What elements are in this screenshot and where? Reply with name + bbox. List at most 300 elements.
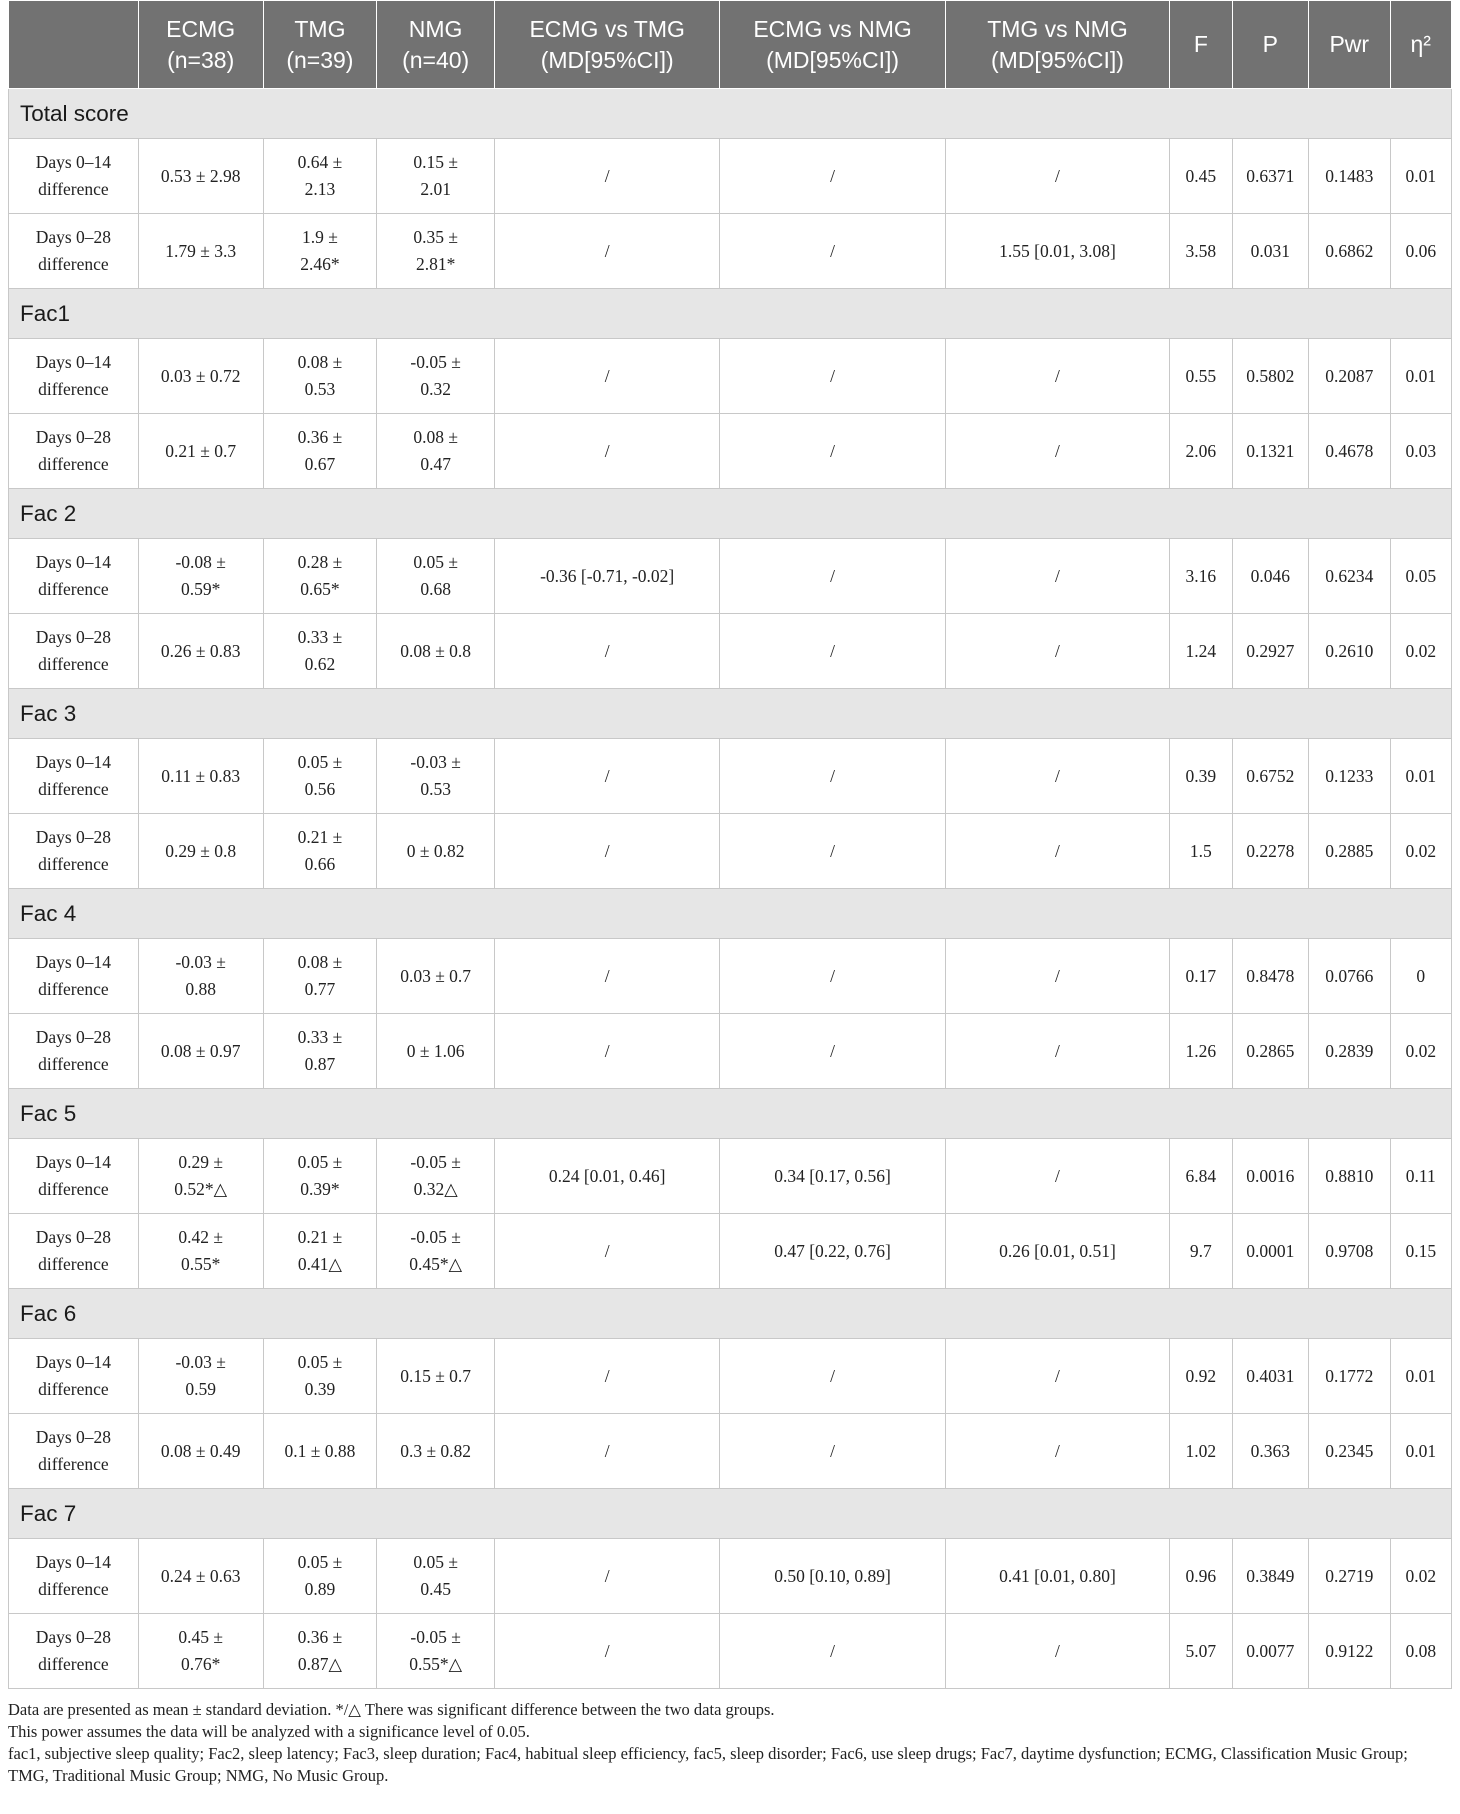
cell-tmg-vs-nmg: 0.41 [0.01, 0.80] (945, 1539, 1169, 1614)
cell-pwr: 0.9122 (1309, 1614, 1391, 1689)
cell-eta: 0.01 (1390, 139, 1452, 214)
cell-text: 0.26 ± 0.83 (160, 640, 241, 661)
cell-ecmg-vs-tmg: / (494, 1539, 719, 1614)
column-header-nmg (377, 1, 495, 89)
row-label (9, 814, 139, 889)
cell-ecmg (138, 1414, 263, 1489)
cell-pwr: 0.6862 (1309, 214, 1391, 289)
cell-ecmg-vs-tmg: / (494, 1339, 719, 1414)
cell-text: difference (38, 454, 109, 474)
column-header-eta-squared (1390, 1, 1452, 89)
cell-text: 0.55*△ (409, 1654, 463, 1674)
cell-text: 0.29 ± 0.8 (165, 840, 237, 861)
cell-tmg-vs-nmg: 1.55 [0.01, 3.08] (945, 214, 1169, 289)
footnote: Data are presented as mean ± standard deviation. */△ There was significant difference between the two data groups. (8, 1700, 775, 1719)
cell-text: (n=40) (402, 46, 470, 73)
cell-tmg-vs-nmg: / (945, 139, 1169, 214)
cell-p: 0.6752 (1232, 739, 1308, 814)
cell-nmg (377, 739, 495, 814)
section-row (9, 89, 1452, 139)
cell-text: -0.05 ± (410, 352, 461, 372)
cell-tmg (263, 414, 377, 489)
cell-text: 0.45 ± (178, 1627, 223, 1647)
cell-text: Days 0–28 (35, 1427, 112, 1447)
cell-text: TMG (294, 15, 346, 42)
cell-text: ECMG (166, 15, 236, 42)
row-label (9, 1014, 139, 1089)
cell-text: 0.11 ± 0.83 (161, 765, 241, 786)
cell-ecmg-vs-tmg: / (494, 814, 719, 889)
cell-text: 0.64 ± (297, 152, 343, 172)
cell-text: -0.05 ± (410, 1152, 461, 1172)
cell-nmg (377, 1339, 495, 1414)
cell-p: 0.1321 (1232, 414, 1308, 489)
cell-nmg (377, 614, 495, 689)
cell-tmg (263, 1414, 377, 1489)
results-table-figure (8, 0, 1452, 1787)
cell-p: 0.8478 (1232, 939, 1308, 1014)
cell-ecmg (138, 339, 263, 414)
cell-text: 1.9 ± (301, 227, 338, 247)
table-row (9, 739, 1452, 814)
cell-tmg-vs-nmg: / (945, 339, 1169, 414)
cell-text: 0.45*△ (409, 1254, 463, 1274)
cell-ecmg-vs-tmg: -0.36 [-0.71, -0.02] (494, 539, 719, 614)
cell-p: 0.046 (1232, 539, 1308, 614)
cell-text: difference (38, 1654, 109, 1674)
cell-ecmg (138, 1014, 263, 1089)
row-label (9, 739, 139, 814)
cell-pwr: 0.2087 (1309, 339, 1391, 414)
cell-text: difference (38, 979, 109, 999)
cell-text: 0.3 ± 0.82 (400, 1440, 472, 1461)
cell-text: -0.03 ± (175, 1352, 226, 1372)
section-row (9, 1289, 1452, 1339)
cell-text: difference (38, 1454, 109, 1474)
cell-text: 0 ± 0.82 (406, 840, 465, 861)
cell-text: Days 0–14 (35, 552, 112, 572)
cell-text: -0.05 ± (410, 1227, 461, 1247)
cell-text: 0.15 ± (413, 152, 458, 172)
cell-tmg-vs-nmg: / (945, 1614, 1169, 1689)
cell-ecmg-vs-tmg: / (494, 1214, 719, 1289)
cell-eta: 0.02 (1390, 1014, 1452, 1089)
cell-ecmg-vs-nmg: / (720, 1339, 945, 1414)
cell-text: 0.21 ± (297, 827, 343, 847)
cell-eta: 0.05 (1390, 539, 1452, 614)
cell-ecmg (138, 939, 263, 1014)
cell-text: difference (38, 1379, 109, 1399)
cell-text: Days 0–14 (35, 1552, 112, 1572)
cell-text: difference (38, 1579, 109, 1599)
cell-text: -0.03 ± (410, 752, 461, 772)
cell-p: 0.0001 (1232, 1214, 1308, 1289)
column-header-ecmg-vs-tmg (494, 1, 719, 89)
column-header-f-stat (1170, 1, 1232, 89)
row-label (9, 1139, 139, 1214)
cell-f: 1.5 (1170, 814, 1232, 889)
cell-tmg-vs-nmg: / (945, 414, 1169, 489)
cell-ecmg-vs-nmg: / (720, 139, 945, 214)
cell-tmg (263, 139, 377, 214)
cell-text: 0.36 ± (297, 427, 343, 447)
cell-text: 0.77 (304, 979, 336, 999)
row-label (9, 1214, 139, 1289)
cell-ecmg-vs-tmg: / (494, 339, 719, 414)
cell-text: 0.33 ± (297, 1027, 343, 1047)
cell-text: 0.35 ± (413, 227, 458, 247)
cell-ecmg-vs-tmg: / (494, 139, 719, 214)
cell-text: 2.81* (415, 254, 456, 274)
cell-eta: 0.15 (1390, 1214, 1452, 1289)
cell-pwr: 0.1772 (1309, 1339, 1391, 1414)
cell-tmg (263, 1014, 377, 1089)
cell-pwr: 0.9708 (1309, 1214, 1391, 1289)
cell-eta: 0 (1390, 939, 1452, 1014)
cell-ecmg (138, 214, 263, 289)
cell-text: 0.47 (420, 454, 451, 474)
cell-tmg (263, 939, 377, 1014)
cell-text: 0 ± 1.06 (406, 1040, 465, 1061)
cell-p: 0.2865 (1232, 1014, 1308, 1089)
cell-ecmg-vs-nmg: / (720, 539, 945, 614)
cell-text: 2.46* (300, 254, 340, 274)
cell-f: 0.92 (1170, 1339, 1232, 1414)
cell-tmg (263, 1214, 377, 1289)
cell-ecmg (138, 1339, 263, 1414)
cell-text: 0.03 ± 0.72 (160, 365, 241, 386)
cell-eta: 0.02 (1390, 814, 1452, 889)
cell-nmg (377, 539, 495, 614)
section-title: Fac 2 (9, 489, 1452, 539)
cell-text: 0.03 ± 0.7 (400, 965, 472, 986)
cell-text: 0.1 ± 0.88 (284, 1440, 356, 1461)
cell-tmg-vs-nmg: / (945, 1414, 1169, 1489)
cell-text: 0.05 ± (413, 1552, 458, 1572)
cell-f: 1.02 (1170, 1414, 1232, 1489)
column-header-row-label (9, 1, 139, 89)
cell-text: 0.62 (304, 654, 336, 674)
table-footnotes (8, 1699, 1452, 1787)
cell-pwr: 0.1233 (1309, 739, 1391, 814)
cell-ecmg (138, 1214, 263, 1289)
section-title: Fac 7 (9, 1489, 1452, 1539)
row-label (9, 539, 139, 614)
cell-ecmg (138, 1614, 263, 1689)
cell-p: 0.3849 (1232, 1539, 1308, 1614)
cell-p: 0.5802 (1232, 339, 1308, 414)
cell-text: Days 0–14 (35, 952, 112, 972)
cell-text: 0.88 (185, 979, 216, 999)
cell-ecmg-vs-tmg: / (494, 739, 719, 814)
section-title: Fac 4 (9, 889, 1452, 939)
cell-text: 2.13 (304, 179, 336, 199)
section-row (9, 1489, 1452, 1539)
cell-text: 0.65* (300, 579, 340, 599)
cell-text: 0.08 ± 0.97 (160, 1040, 241, 1061)
column-header-tmg-vs-nmg (945, 1, 1169, 89)
cell-nmg (377, 1414, 495, 1489)
cell-text: 0.87 (304, 1054, 336, 1074)
cell-f: 0.45 (1170, 139, 1232, 214)
cell-text: (MD[95%CI]) (766, 46, 900, 73)
cell-f: 3.16 (1170, 539, 1232, 614)
cell-f: 1.24 (1170, 614, 1232, 689)
section-row (9, 489, 1452, 539)
cell-text: 0.53 (304, 379, 336, 399)
cell-text: 0.08 ± 0.8 (400, 640, 472, 661)
cell-text: Days 0–14 (35, 752, 112, 772)
table-row (9, 214, 1452, 289)
row-label (9, 1539, 139, 1614)
cell-eta: 0.06 (1390, 214, 1452, 289)
cell-ecmg-vs-tmg: / (494, 214, 719, 289)
cell-f: 0.96 (1170, 1539, 1232, 1614)
cell-eta: 0.02 (1390, 614, 1452, 689)
cell-ecmg-vs-nmg: / (720, 1614, 945, 1689)
cell-p: 0.031 (1232, 214, 1308, 289)
cell-text: 0.05 ± (297, 1552, 343, 1572)
cell-pwr: 0.8810 (1309, 1139, 1391, 1214)
cell-ecmg-vs-tmg: / (494, 939, 719, 1014)
cell-ecmg-vs-tmg: / (494, 1414, 719, 1489)
cell-nmg (377, 1014, 495, 1089)
cell-text: difference (38, 579, 109, 599)
cell-ecmg (138, 814, 263, 889)
table-row (9, 139, 1452, 214)
cell-tmg-vs-nmg: / (945, 1139, 1169, 1214)
cell-eta: 0.01 (1390, 339, 1452, 414)
cell-tmg (263, 814, 377, 889)
cell-ecmg-vs-nmg: 0.50 [0.10, 0.89] (720, 1539, 945, 1614)
section-title: Fac 5 (9, 1089, 1452, 1139)
cell-eta: 0.01 (1390, 1414, 1452, 1489)
cell-nmg (377, 214, 495, 289)
cell-text: 0.32△ (413, 1179, 458, 1199)
footnote: fac1, subjective sleep quality; Fac2, sleep latency; Fac3, sleep duration; Fac4, habitual sleep efficiency, fac5, sleep disorder; Fac6, use sleep drugs; Fac7, daytime dysfunction; ECMG, Classification Music Group; TMG, Traditional Music Group; NMG, No Music Group. (8, 1744, 1408, 1785)
cell-p: 0.2278 (1232, 814, 1308, 889)
row-label (9, 614, 139, 689)
cell-f: 6.84 (1170, 1139, 1232, 1214)
cell-text: Days 0–28 (35, 1027, 112, 1047)
cell-text: 0.52*△ (174, 1179, 228, 1199)
table-row (9, 814, 1452, 889)
cell-text: 0.76* (180, 1654, 221, 1674)
cell-text: difference (38, 854, 109, 874)
cell-nmg (377, 1539, 495, 1614)
cell-text: 0.59* (180, 579, 221, 599)
cell-p: 0.0016 (1232, 1139, 1308, 1214)
cell-tmg-vs-nmg: / (945, 1014, 1169, 1089)
cell-text: 0.15 ± 0.7 (400, 1365, 472, 1386)
cell-text: Days 0–14 (35, 1152, 112, 1172)
cell-text: Days 0–14 (35, 152, 112, 172)
cell-text: Days 0–28 (35, 827, 112, 847)
cell-ecmg-vs-nmg: / (720, 339, 945, 414)
column-header-p-value (1232, 1, 1308, 89)
cell-text: Days 0–14 (35, 1352, 112, 1372)
cell-tmg-vs-nmg: / (945, 739, 1169, 814)
cell-text: difference (38, 779, 109, 799)
cell-f: 1.26 (1170, 1014, 1232, 1089)
cell-text: ECMG vs TMG (529, 15, 685, 42)
table-body (9, 89, 1452, 1689)
cell-text: 0.56 (304, 779, 336, 799)
cell-f: 5.07 (1170, 1614, 1232, 1689)
row-label (9, 1414, 139, 1489)
cell-tmg (263, 539, 377, 614)
column-header-ecmg-vs-nmg (720, 1, 945, 89)
cell-ecmg-vs-tmg: / (494, 614, 719, 689)
cell-text: Days 0–28 (35, 427, 112, 447)
cell-nmg (377, 939, 495, 1014)
cell-text: 0.36 ± (297, 1627, 343, 1647)
section-title: Fac 6 (9, 1289, 1452, 1339)
cell-tmg-vs-nmg: / (945, 939, 1169, 1014)
cell-tmg-vs-nmg: 0.26 [0.01, 0.51] (945, 1214, 1169, 1289)
column-header-power (1309, 1, 1391, 89)
cell-ecmg-vs-nmg: / (720, 814, 945, 889)
cell-text: 0.05 ± (297, 1152, 343, 1172)
cell-pwr: 0.1483 (1309, 139, 1391, 214)
cell-nmg (377, 814, 495, 889)
table-header (9, 1, 1452, 89)
cell-text: -0.08 ± (175, 552, 226, 572)
results-table (8, 0, 1452, 1689)
cell-tmg (263, 1339, 377, 1414)
cell-ecmg (138, 539, 263, 614)
cell-ecmg-vs-tmg: / (494, 1014, 719, 1089)
cell-ecmg-vs-nmg: / (720, 739, 945, 814)
section-row (9, 689, 1452, 739)
cell-nmg (377, 1139, 495, 1214)
cell-nmg (377, 1214, 495, 1289)
row-label (9, 1339, 139, 1414)
cell-text: difference (38, 379, 109, 399)
cell-text: 0.08 ± (297, 352, 343, 372)
cell-text: -0.03 ± (175, 952, 226, 972)
table-row (9, 414, 1452, 489)
cell-text: 0.24 ± 0.63 (160, 1565, 241, 1586)
cell-nmg (377, 1614, 495, 1689)
cell-text: 0.32 (420, 379, 451, 399)
section-row (9, 889, 1452, 939)
cell-text: 1.79 ± 3.3 (165, 240, 237, 261)
column-header-tmg (263, 1, 377, 89)
cell-ecmg (138, 139, 263, 214)
cell-text: difference (38, 179, 109, 199)
cell-text: 0.87△ (297, 1654, 342, 1674)
cell-f: 3.58 (1170, 214, 1232, 289)
cell-tmg (263, 214, 377, 289)
section-title: Total score (9, 89, 1452, 139)
cell-f: 0.55 (1170, 339, 1232, 414)
cell-nmg (377, 339, 495, 414)
section-title: Fac 3 (9, 689, 1452, 739)
cell-text: 0.41△ (297, 1254, 342, 1274)
cell-pwr: 0.0766 (1309, 939, 1391, 1014)
section-row (9, 1089, 1452, 1139)
section-row (9, 289, 1452, 339)
cell-text: 0.39* (300, 1179, 340, 1199)
cell-text: 0.59 (185, 1379, 216, 1399)
cell-text: 0.39 (304, 1379, 336, 1399)
cell-pwr: 0.2610 (1309, 614, 1391, 689)
cell-tmg (263, 339, 377, 414)
cell-text: NMG (408, 15, 463, 42)
section-title: Fac1 (9, 289, 1452, 339)
cell-text: Days 0–28 (35, 627, 112, 647)
cell-text: 0.21 ± 0.7 (165, 440, 237, 461)
cell-pwr: 0.2839 (1309, 1014, 1391, 1089)
cell-text: 0.28 ± (297, 552, 343, 572)
cell-text: ECMG vs NMG (753, 15, 912, 42)
cell-tmg-vs-nmg: / (945, 539, 1169, 614)
table-row (9, 1339, 1452, 1414)
table-row (9, 1214, 1452, 1289)
cell-text: Days 0–28 (35, 227, 112, 247)
cell-pwr: 0.2885 (1309, 814, 1391, 889)
cell-p: 0.2927 (1232, 614, 1308, 689)
cell-pwr: 0.2719 (1309, 1539, 1391, 1614)
cell-eta: 0.11 (1390, 1139, 1452, 1214)
cell-text: P (1262, 31, 1278, 57)
cell-ecmg-vs-tmg: 0.24 [0.01, 0.46] (494, 1139, 719, 1214)
cell-text: difference (38, 1054, 109, 1074)
cell-ecmg-vs-tmg: / (494, 1614, 719, 1689)
cell-text: 0.55* (180, 1254, 221, 1274)
cell-text: difference (38, 1254, 109, 1274)
table-row (9, 614, 1452, 689)
cell-f: 9.7 (1170, 1214, 1232, 1289)
cell-f: 0.39 (1170, 739, 1232, 814)
cell-text: (n=39) (286, 46, 354, 73)
cell-text: 0.45 (420, 1579, 451, 1599)
cell-tmg (263, 614, 377, 689)
header-row (9, 1, 1452, 89)
table-row (9, 1014, 1452, 1089)
cell-ecmg-vs-nmg: / (720, 1414, 945, 1489)
cell-p: 0.6371 (1232, 139, 1308, 214)
cell-text: 0.89 (304, 1579, 336, 1599)
cell-text: Days 0–14 (35, 352, 112, 372)
cell-text: difference (38, 654, 109, 674)
cell-ecmg-vs-nmg: / (720, 414, 945, 489)
cell-tmg (263, 1614, 377, 1689)
cell-text: F (1193, 31, 1208, 57)
cell-text: 0.33 ± (297, 627, 343, 647)
cell-p: 0.0077 (1232, 1614, 1308, 1689)
cell-pwr: 0.6234 (1309, 539, 1391, 614)
table-row (9, 1414, 1452, 1489)
cell-text: 0.05 ± (297, 752, 343, 772)
cell-eta: 0.01 (1390, 739, 1452, 814)
table-row (9, 939, 1452, 1014)
cell-tmg-vs-nmg: / (945, 1339, 1169, 1414)
table-row (9, 539, 1452, 614)
cell-text: TMG vs NMG (987, 15, 1128, 42)
cell-eta: 0.02 (1390, 1539, 1452, 1614)
table-row (9, 339, 1452, 414)
cell-text: Days 0–28 (35, 1627, 112, 1647)
cell-eta: 0.01 (1390, 1339, 1452, 1414)
cell-text: 0.08 ± 0.49 (160, 1440, 241, 1461)
cell-ecmg-vs-nmg: / (720, 614, 945, 689)
cell-text: 0.05 ± (413, 552, 458, 572)
cell-p: 0.4031 (1232, 1339, 1308, 1414)
cell-text: -0.05 ± (410, 1627, 461, 1647)
cell-tmg (263, 739, 377, 814)
